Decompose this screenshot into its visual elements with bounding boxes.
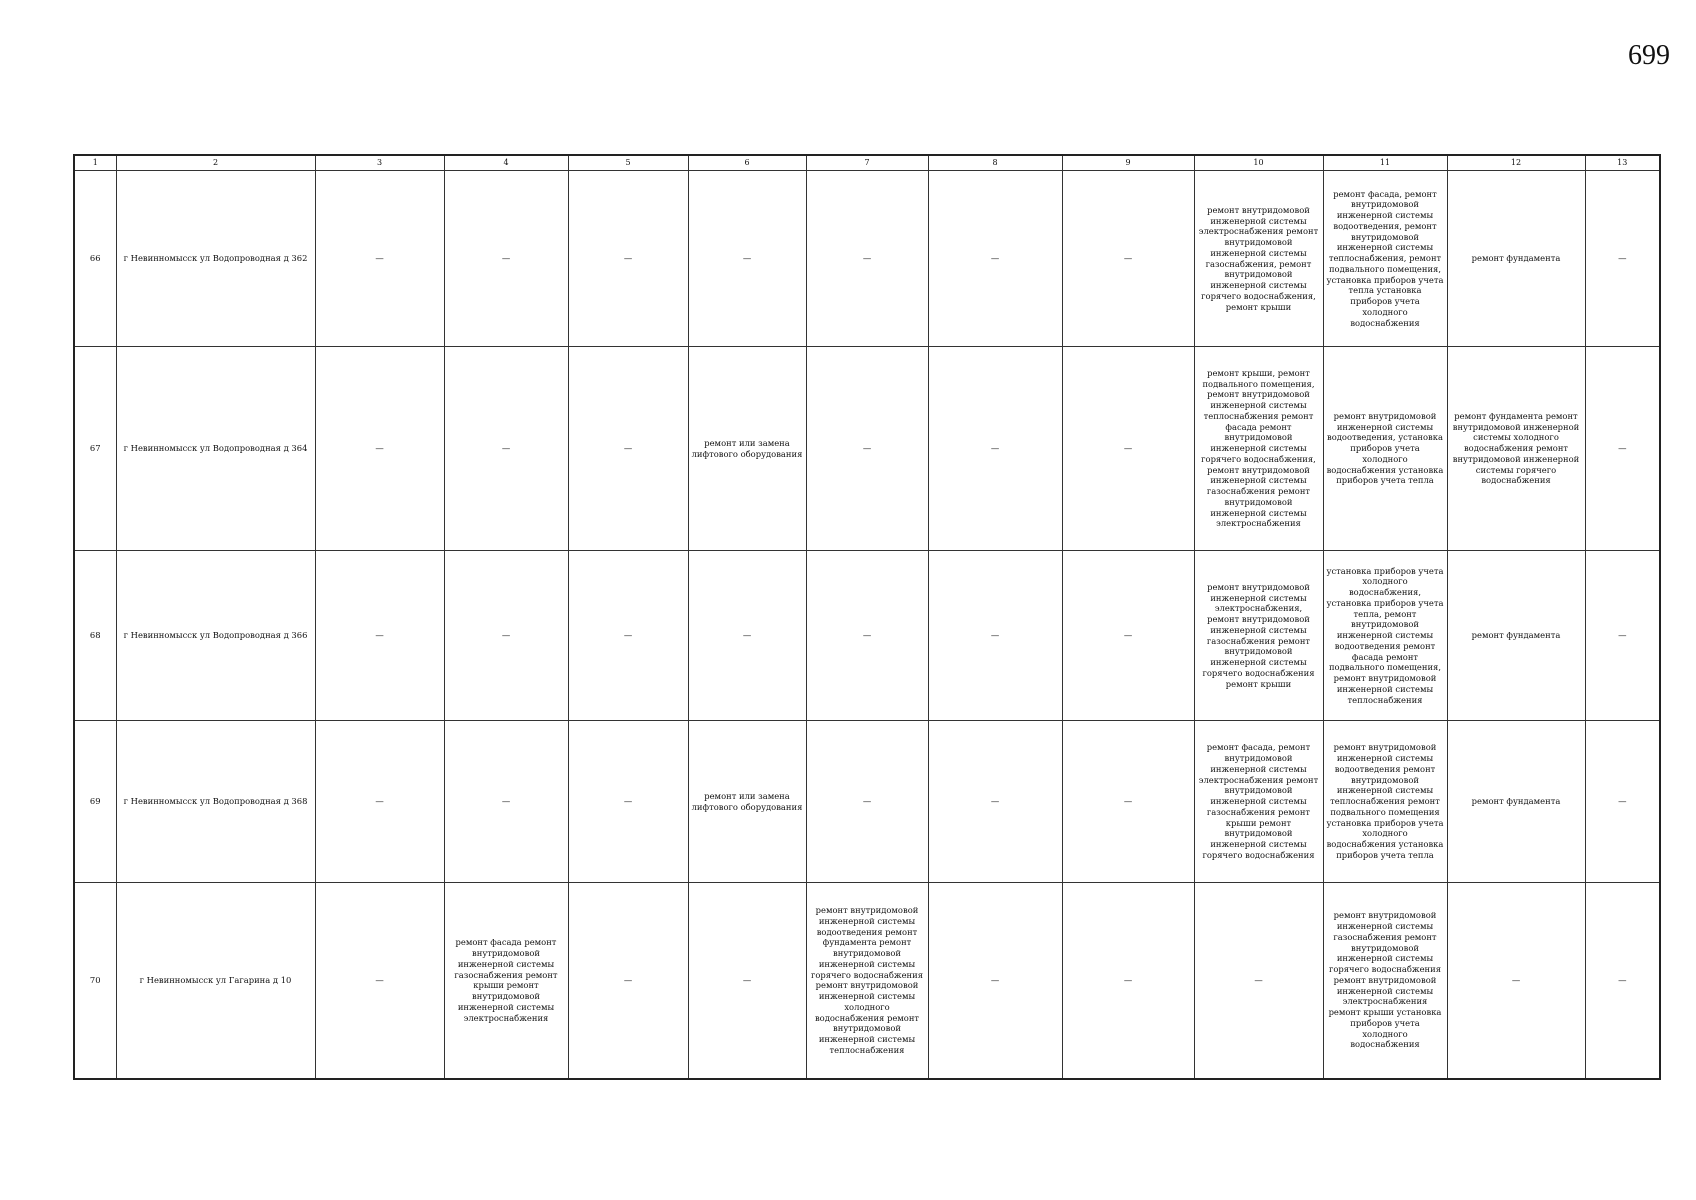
row-number: 70 [74,883,116,1079]
empty-cell-dash: — [315,551,444,721]
empty-cell-dash: — [568,171,688,347]
column-header: 11 [1323,155,1447,171]
table-row [74,347,1660,551]
empty-cell-dash: — [928,347,1062,551]
repair-works-cell: ремонт внутридомовой инженерной системы электроснабжения ремонт внутридомовой инженерной системы газоснабжения, ремонт внутридомовой инженерной системы горячего водоснабжения, ремонт крыши [1194,171,1323,347]
empty-cell-dash: — [928,721,1062,883]
repair-works-cell: ремонт крыши, ремонт подвального помещения, ремонт внутридомовой инженерной системы теплоснабжения ремонт фасада ремонт внутридомовой инженерной системы горячего водоснабжения, ремонт внутридомовой инженерной системы газоснабжения ремонт внутридомовой инженерной системы электроснабжения [1194,347,1323,551]
column-header: 3 [315,155,444,171]
empty-cell-dash: — [315,347,444,551]
empty-cell-dash: — [928,171,1062,347]
column-header: 8 [928,155,1062,171]
empty-cell-dash: — [928,551,1062,721]
empty-cell-dash: — [1585,551,1660,721]
empty-cell-dash: — [444,721,568,883]
empty-cell-dash: — [1062,721,1194,883]
empty-cell-dash: — [688,883,806,1079]
repair-works-cell: ремонт внутридомовой инженерной системы водоотведения, установка приборов учета холодного водоснабжения установка приборов учета тепла [1323,347,1447,551]
table-row [74,883,1660,1079]
row-number: 67 [74,347,116,551]
repair-works-cell: ремонт фундамента [1447,721,1585,883]
empty-cell-dash: — [1062,883,1194,1079]
empty-cell-dash: — [1062,171,1194,347]
table-row [74,171,1660,347]
repair-works-cell: установка приборов учета холодного водоснабжения, установка приборов учета тепла, ремонт внутридомовой инженерной системы водоотведения ремонт фасада ремонт подвального помещения, ремонт внутридомовой инженерной системы теплоснабжения [1323,551,1447,721]
building-address: г Невинномысск ул Гагарина д 10 [116,883,315,1079]
repair-works-cell: ремонт фасада, ремонт внутридомовой инженерной системы водоотведения, ремонт внутридомовой инженерной системы теплоснабжения, ремонт подвального помещения, установка приборов учета тепла установка приборов учета холодного водоснабжения [1323,171,1447,347]
column-header: 9 [1062,155,1194,171]
empty-cell-dash: — [1062,347,1194,551]
empty-cell-dash: — [806,721,928,883]
empty-cell-dash: — [444,347,568,551]
empty-cell-dash: — [1194,883,1323,1079]
column-header: 12 [1447,155,1585,171]
column-header: 2 [116,155,315,171]
empty-cell-dash: — [315,171,444,347]
column-header: 6 [688,155,806,171]
empty-cell-dash: — [806,551,928,721]
empty-cell-dash: — [568,883,688,1079]
empty-cell-dash: — [1585,721,1660,883]
building-address: г Невинномысск ул Водопроводная д 364 [116,347,315,551]
empty-cell-dash: — [806,347,928,551]
building-address: г Невинномысск ул Водопроводная д 368 [116,721,315,883]
empty-cell-dash: — [444,171,568,347]
capital-repair-table [73,154,1661,1080]
repair-works-cell: ремонт фундамента ремонт внутридомовой инженерной системы холодного водоснабжения ремонт внутридомовой инженерной системы горячего водоснабжения [1447,347,1585,551]
empty-cell-dash: — [444,551,568,721]
empty-cell-dash: — [806,171,928,347]
repair-works-cell: ремонт или замена лифтового оборудования [688,721,806,883]
empty-cell-dash: — [688,171,806,347]
repair-works-cell: ремонт фундамента [1447,551,1585,721]
column-header: 7 [806,155,928,171]
column-header: 5 [568,155,688,171]
building-address: г Невинномысск ул Водопроводная д 362 [116,171,315,347]
empty-cell-dash: — [315,883,444,1079]
empty-cell-dash: — [688,551,806,721]
table-row [74,721,1660,883]
empty-cell-dash: — [568,551,688,721]
column-header: 13 [1585,155,1660,171]
empty-cell-dash: — [568,721,688,883]
building-address: г Невинномысск ул Водопроводная д 366 [116,551,315,721]
column-header: 10 [1194,155,1323,171]
repair-works-cell: ремонт внутридомовой инженерной системы водоотведения ремонт фундамента ремонт внутридомовой инженерной системы горячего водоснабжения ремонт внутридомовой инженерной системы холодного водоснабжения ремонт внутридомовой инженерной системы теплоснабжения [806,883,928,1079]
repair-works-cell: ремонт внутридомовой инженерной системы газоснабжения ремонт внутридомовой инженерной системы горячего водоснабжения ремонт внутридомовой инженерной системы электроснабжения ремонт крыши установка приборов учета холодного водоснабжения [1323,883,1447,1079]
empty-cell-dash: — [928,883,1062,1079]
repair-works-cell: ремонт внутридомовой инженерной системы водоотведения ремонт внутридомовой инженерной системы теплоснабжения ремонт подвального помещения установка приборов учета холодного водоснабжения установка приборов учета тепла [1323,721,1447,883]
column-number-row [74,155,1660,171]
repair-works-cell: ремонт фасада ремонт внутридомовой инженерной системы газоснабжения ремонт крыши ремонт внутридомовой инженерной системы электроснабжения [444,883,568,1079]
empty-cell-dash: — [1447,883,1585,1079]
repair-works-cell: ремонт фасада, ремонт внутридомовой инженерной системы электроснабжения ремонт внутридомовой инженерной системы газоснабжения ремонт крыши ремонт внутридомовой инженерной системы горячего водоснабжения [1194,721,1323,883]
table-row [74,551,1660,721]
empty-cell-dash: — [1585,347,1660,551]
empty-cell-dash: — [315,721,444,883]
page-number: 699 [1628,40,1670,71]
column-header: 1 [74,155,116,171]
row-number: 69 [74,721,116,883]
empty-cell-dash: — [1585,171,1660,347]
empty-cell-dash: — [568,347,688,551]
repair-works-cell: ремонт внутридомовой инженерной системы электроснабжения, ремонт внутридомовой инженерной системы газоснабжения ремонт внутридомовой инженерной системы горячего водоснабжения ремонт крыши [1194,551,1323,721]
empty-cell-dash: — [1585,883,1660,1079]
repair-works-cell: ремонт или замена лифтового оборудования [688,347,806,551]
row-number: 68 [74,551,116,721]
column-header: 4 [444,155,568,171]
empty-cell-dash: — [1062,551,1194,721]
row-number: 66 [74,171,116,347]
repair-works-cell: ремонт фундамента [1447,171,1585,347]
